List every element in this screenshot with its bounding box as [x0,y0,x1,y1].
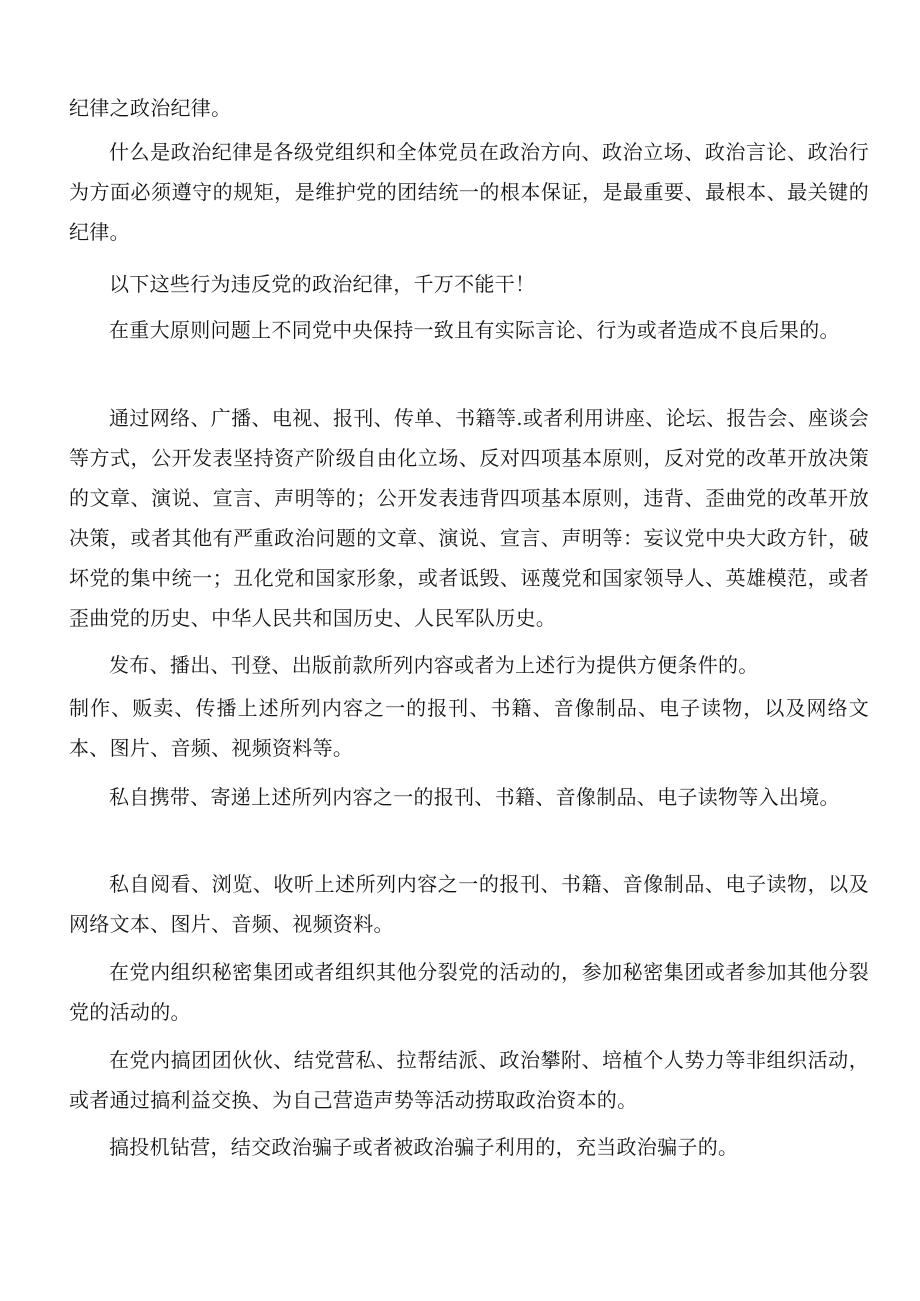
paragraph-2: 什么是政治纪律是各级党组织和全体党员在政治方向、政治立场、政治言论、政治行为方面必须遵守的规矩，是维护党的团结统一的根本保证，是最重要、最根本、最关键的纪律。 [69,140,869,244]
paragraph-3: 以下这些行为违反党的政治纪律，千万不能干！ [109,272,536,296]
paragraph-5: 通过网络、广播、电视、报刊、传单、书籍等.或者利用讲座、论坛、报告会、座谈会等方式，公开发表坚持资产阶级自由化立场、反对四项基本原则，反对党的改革开放决策的文章、演说、宣言、声明等的；公开发表违背四项基本原则，违背、歪曲党的改革开放决策，或者其他有严重政治问题的文章、演说、宣言、声明等：妄议党中央大政方针，破坏党的集中统一；丑化党和国家形象，或者诋毁、诬蔑党和国家领导人、英雄模范，或者歪曲党的历史、中华人民共和国历史、人民军队历史。 [69,406,869,630]
paragraph-6: 发布、播出、刊登、出版前款所列内容或者为上述行为提供方便条件的。 [109,653,759,677]
paragraph-1: 纪律之政治纪律。 [69,96,232,120]
paragraph-10: 在党内组织秘密集团或者组织其他分裂党的活动的，参加秘密集团或者参加其他分裂党的活动的。 [69,960,869,1024]
paragraph-4: 在重大原则问题上不同党中央保持一致且有实际言论、行为或者造成不良后果的。 [109,318,840,342]
paragraph-12: 搞投机钻营，结交政治骗子或者被政治骗子利用的，充当政治骗子的。 [109,1135,739,1159]
paragraph-8: 私自携带、寄递上述所列内容之一的报刊、书籍、音像制品、电子读物等入出境。 [109,785,840,809]
paragraph-9: 私自阅看、浏览、收听上述所列内容之一的报刊、书籍、音像制品、电子读物，以及网络文本、图片、音频、视频资料。 [69,872,869,936]
paragraph-7: 制作、贩卖、传播上述所列内容之一的报刊、书籍、音像制品、电子读物，以及网络文本、图片、音频、视频资料等。 [69,696,869,760]
paragraph-11: 在党内搞团团伙伙、结党营私、拉帮结派、政治攀附、培植个人势力等非组织活动，或者通过搞利益交换、为自己营造声势等活动捞取政治资本的。 [69,1048,869,1112]
